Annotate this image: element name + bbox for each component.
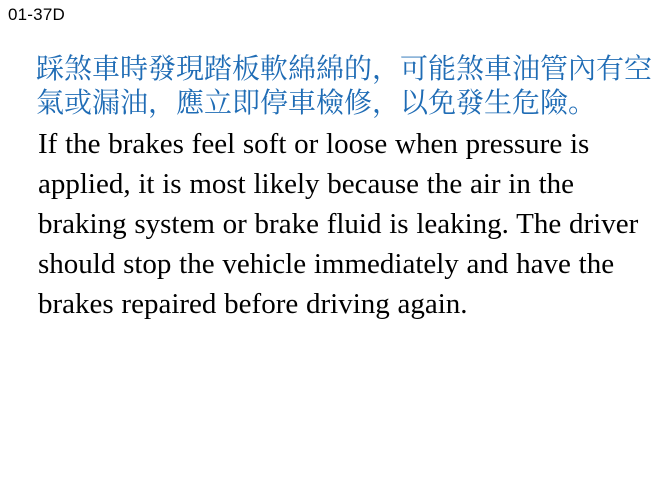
- slide-id-label: 01-37D: [8, 5, 65, 24]
- slide-body: [36, 52, 662, 324]
- english-paragraph: If the brakes feel soft or loose when pressure is applied, it is most likely because the air in the braking system or brake fluid is leaking. The driver should stop the vehicle immediately and have the brakes repaired before driving again.: [38, 128, 639, 321]
- chinese-paragraph: 踩煞車時發現踏板軟綿綿的，可能煞車油管內有空氣或漏油，應立即停車檢修，以免發生危險。: [36, 52, 653, 120]
